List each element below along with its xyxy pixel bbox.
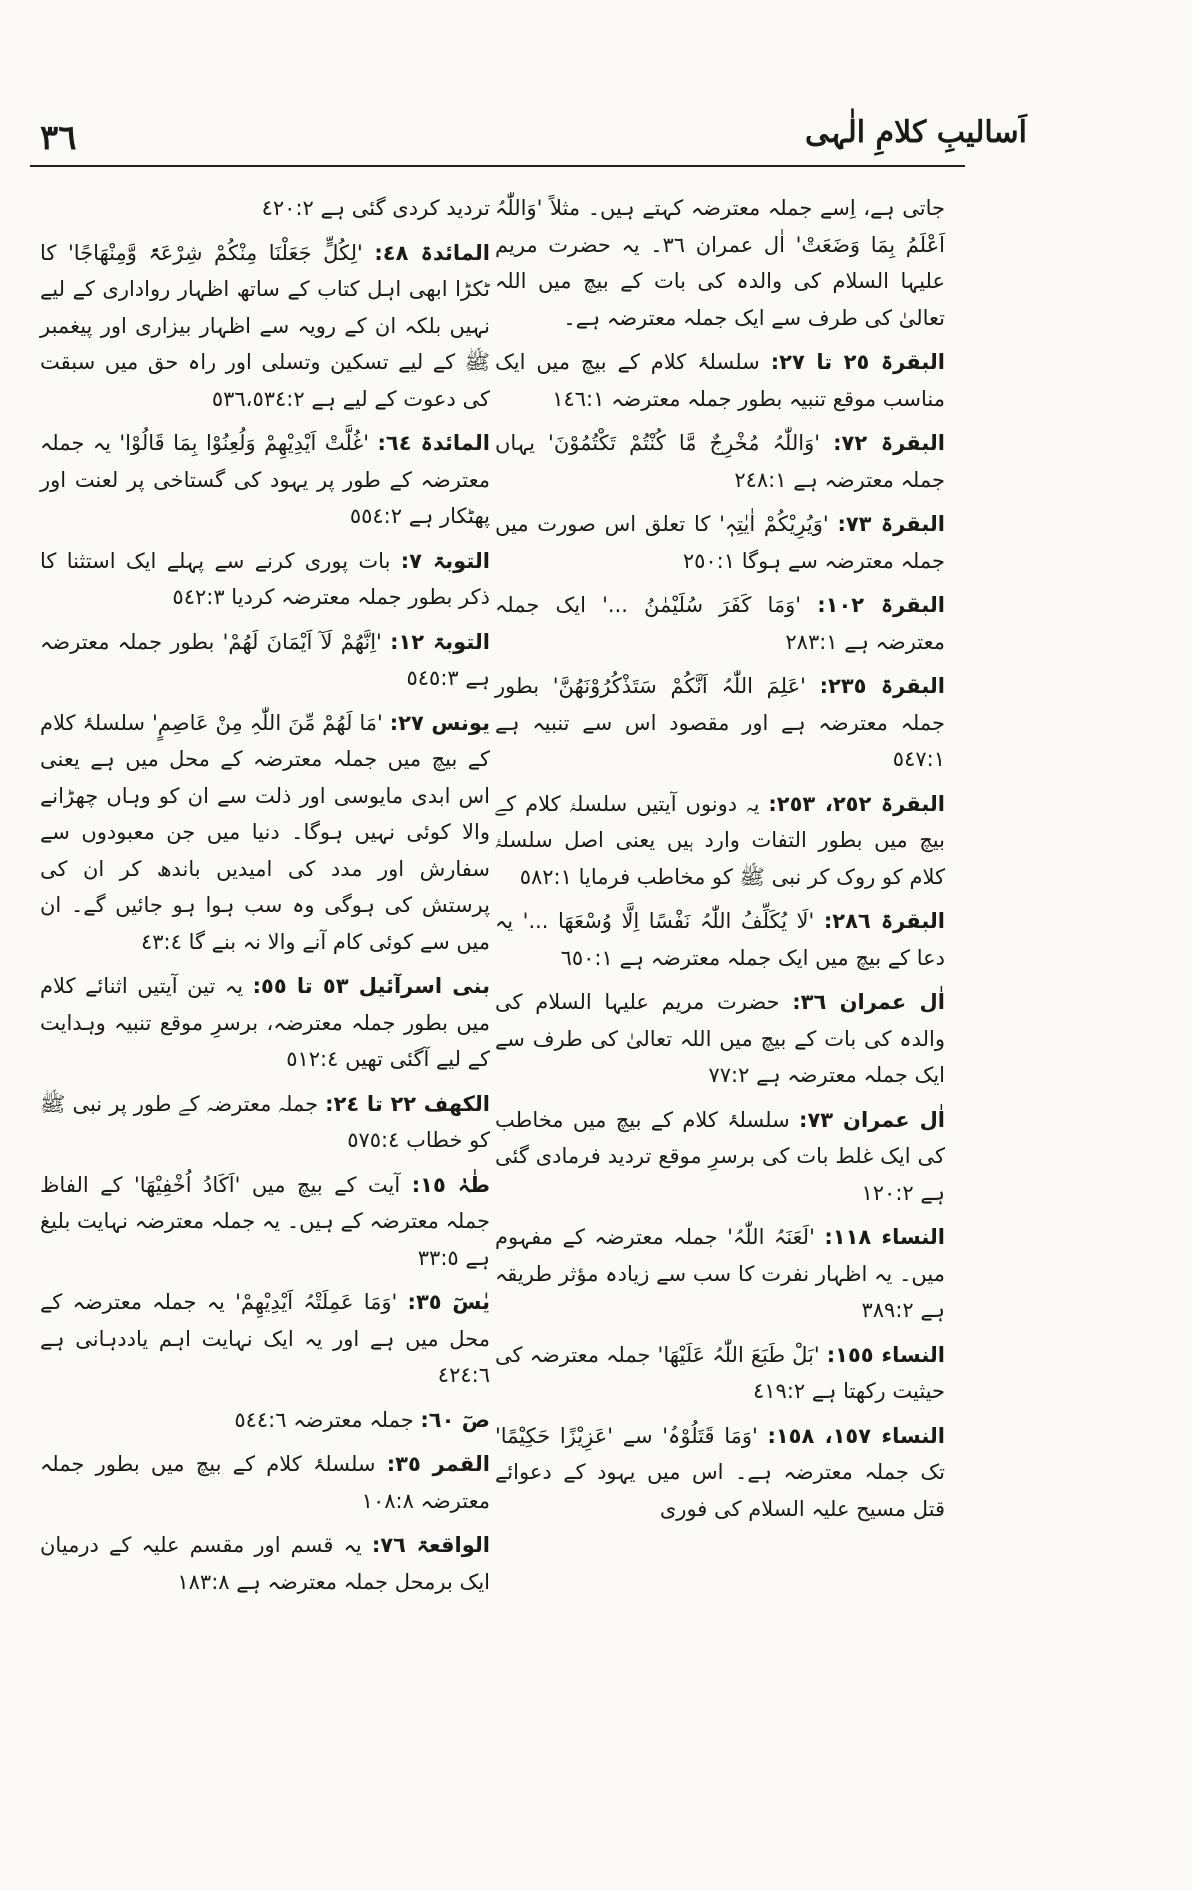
entry-text: آیت کے بیچ میں 'اَکَادُ اُخْفِیْھَا' کے الفاظ جملہ معترضہ کے ہیں۔ یہ جملہ معترضہ نہایت بلیغ ہے ٣٣:٥ (40, 1172, 490, 1270)
index-entry (495, 587, 945, 660)
index-entry (495, 1418, 945, 1528)
entry-text: 'وَمَا قَتَلُوْہُ' سے 'عَزِیْزًا حَکِیْمًا' تک جملہ معترضہ ہے۔ اس میں یہود کے دعوائے قتل مسیح علیہ السلام کی فوری (495, 1423, 945, 1521)
index-entry (495, 344, 945, 417)
index-entry (40, 1446, 490, 1519)
entry-reference: المائدۃ ٤٨: (374, 240, 490, 265)
entry-reference: اٰل عمران ٣٦: (792, 990, 945, 1014)
page-number: ٣٦ (40, 118, 77, 158)
index-entry (495, 903, 945, 976)
entry-text: سلسلۂ کلام کے بیچ میں مخاطب کی ایک غلط بات کی برسرِ موقع تردید فرمادی گئی ہے ١٢٠:٢ (495, 1107, 945, 1205)
entry-reference: بنی اسرآئیل ٥٣ تا ٥٥: (252, 974, 490, 998)
entry-reference: البقرۃ ١٠٢: (817, 593, 945, 617)
entry-reference: اٰل عمران ٧٣: (799, 1107, 945, 1132)
entry-reference: طٰہٰ ١٥: (411, 1172, 490, 1197)
index-entry (40, 705, 490, 961)
entry-text: یہ تین آیتیں اثنائے کلام میں بطور جملہ معترضہ، برسرِ موقع تنبیہ وہدایت کے لیے آگئی تھیں ٥١٢:٤ (40, 974, 490, 1071)
entry-reference: التوبۃ ٧: (400, 548, 490, 573)
entry-text: تردید کردی گئی ہے ٤٢٠:٢ (261, 196, 490, 220)
entry-reference: البقرۃ ٢٨٦: (823, 909, 945, 933)
entry-text: 'غُلَّتْ اَیْدِیْھِمْ وَلُعِنُوْا بِمَا قَالُوْا' یہ جملہ معترضہ کے طور پر یہود کی گستاخی پر لعنت اور پھٹکار ہے ٥٥٤:٢ (40, 431, 490, 528)
entry-text: جملہ معترضہ ٥٤٤:٦ (234, 1407, 414, 1432)
entry-text: یہ قسم اور مقسم علیہ کے درمیان ایک برمحل جملہ معترضہ ہے ١٨٣:٨ (40, 1533, 490, 1594)
index-entry (495, 984, 945, 1094)
index-entry (40, 1527, 490, 1600)
right-text-column (495, 190, 945, 1535)
entry-reference: المائدۃ ٦٤: (377, 431, 490, 455)
entry-text: جملہ معترضہ کے طور پر نبی ﷺ کو خطاب ٥٧٥:٤ (40, 1091, 490, 1152)
entry-text: 'لَا یُکَلِّفُ اللّٰہُ نَفْسًا اِلَّا وُسْعَھَا ...' یہ دعا کے بیچ میں ایک جملہ معترضہ ہے ٦٥٠:١ (495, 909, 945, 970)
entry-text: بات پوری کرنے سے پہلے ایک استثنا کا ذکر بطور جملہ معترضہ کردیا ٥٤٢:٣ (40, 548, 490, 609)
entry-reference: البقرۃ ٧٣: (837, 512, 945, 536)
entry-reference: الکھف ٢٢ تا ٢٤: (325, 1091, 490, 1116)
entry-reference: یونس ٢٧: (389, 710, 490, 735)
index-entry (40, 1402, 490, 1439)
entry-text: 'لَعَنَہُ اللّٰہُ' جملہ معترضہ کے مفہوم میں۔ یہ اظہار نفرت کا سب سے زیادہ مؤثر طریقہ ہے ٣٨٩:٢ (495, 1225, 945, 1322)
entry-text: سلسلۂ کلام کے بیچ میں بطور جملہ معترضہ ١٠٨:٨ (40, 1452, 490, 1513)
index-entry (40, 1167, 490, 1277)
index-entry (40, 1086, 490, 1159)
entry-reference: التوبۃ ١٢: (390, 629, 490, 654)
entry-text: 'وَیُرِیْکُمْ اٰیٰتِہٖ' کا تعلق اس صورت میں جملہ معترضہ سے ہوگا ٢٥٠:١ (495, 512, 945, 573)
entry-text: جاتی ہے، اِسے جملہ معترضہ کہتے ہیں۔ مثلاً 'وَاللّٰہُ اَعْلَمُ بِمَا وَضَعَتْ' اٰل عمران ٣٦۔ یہ حضرت مریم علیہا السلام کی والدہ کی بات کے بیچ میں اللہ تعالیٰ کی طرف سے ایک جملہ معترضہ ہے۔ (495, 196, 945, 330)
entry-text: 'عَلِمَ اللّٰہُ اَنَّکُمْ سَتَذْکُرُوْنَھُنَّ' بطور جملہ معترضہ ہے اور مقصود اس سے تنبیہ ہے ٥٤٧:١ (495, 674, 945, 771)
index-entry (495, 1102, 945, 1212)
entry-text: 'وَاللّٰہُ مُخْرِجٌ مَّا کُنْتُمْ تَکْتُمُوْنَ' یہاں جملہ معترضہ ہے ٢٤٨:١ (495, 431, 945, 492)
entry-text: 'وَمَا عَمِلَتْہُ اَیْدِیْھِمْ' یہ جملہ معترضہ کے محل میں ہے اور یہ ایک نہایت اہم یاددہانی ہے ٤٢٤:٦ (40, 1290, 490, 1387)
index-entry (495, 1219, 945, 1329)
index-entry (495, 668, 945, 778)
entry-reference: البقرۃ ٢٥٢، ٢٥٣: (768, 791, 946, 816)
index-entry (495, 506, 945, 579)
entry-reference: البقرۃ ٢٥ تا ٢٧: (770, 350, 945, 374)
index-entry (40, 235, 490, 418)
entry-text: 'مَا لَھُمْ مِّنَ اللّٰہِ مِنْ عَاصِمٍ' سلسلۂ کلام کے بیچ میں جملہ معترضہ کے محل میں ہے یعنی اس ابدی مایوسی اور ذلت سے ان کو وہاں چھڑانے والا کوئی نہیں ہوگا۔ دنیا میں جن معبودوں سے سفارش اور مدد کی امیدیں باندھ کر ان کی پرستش کی ہوگی وہ سب ہوا ہو جائیں گے۔ ان میں سے کوئی کام آنے والا نہ بنے گا ٤٣:٤ (40, 710, 490, 954)
entry-text: یہ دونوں آیتیں سلسلۂ کلام کے بیچ میں بطور التفات وارد ہیں یعنی اصل سلسلۂ کلام کو روک کر نبی ﷺ کو مخاطب فرمایا ٥٨٢:١ (495, 791, 945, 889)
index-entry (40, 1284, 490, 1394)
index-entry (495, 786, 945, 896)
index-entry (40, 425, 490, 535)
entry-reference: النساء ١٥٥: (826, 1342, 945, 1367)
entry-reference: القمر ٣٥: (386, 1452, 490, 1476)
index-entry (40, 968, 490, 1078)
index-entry (40, 624, 490, 697)
entry-text: 'بَلْ طَبَعَ اللّٰہُ عَلَیْھَا' جملہ معترضہ کی حیثیت رکھتا ہے ٤١٩:٢ (495, 1342, 945, 1403)
book-title: اَسالیبِ کلامِ الٰہی (805, 115, 1027, 150)
index-entry (495, 1337, 945, 1410)
entry-reference: الواقعۃ ٧٦: (371, 1533, 490, 1557)
entry-text: 'لِکُلٍّ جَعَلْنَا مِنْکُمْ شِرْعَۃً وَّمِنْھَاجًا' کا ٹکڑا ابھی اہل کتاب کے ساتھ اظہار رواداری کے لیے نہیں بلکہ ان کے رویہ سے اظہار بیزاری اور پیغمبر ﷺ کے لیے تسکین وتسلی اور راہ حق میں سبقت کی دعوت کے لیے ہے ٥٣٦،٥٣٤:٢ (40, 240, 490, 411)
entry-text: 'وَمَا کَفَرَ سُلَیْمٰنُ ...' ایک جملہ معترضہ ہے ٢٨٣:١ (495, 593, 945, 654)
entry-reference: یٰسٓ ٣٥: (407, 1290, 490, 1314)
entry-text: سلسلۂ کلام کے بیچ میں ایک مناسب موقع تنبیہ بطور جملہ معترضہ ١٤٦:١ (495, 350, 945, 411)
entry-reference: البقرۃ ٧٢: (833, 431, 945, 455)
entry-reference: النساء ١١٨: (824, 1225, 945, 1249)
index-entry (495, 190, 945, 336)
left-text-column (40, 190, 490, 1608)
index-entry (40, 190, 490, 227)
entry-reference: صٓ ٦٠: (420, 1407, 490, 1432)
index-entry (40, 543, 490, 616)
entry-reference: النساء ١٥٧، ١٥٨: (767, 1423, 945, 1448)
index-entry (495, 425, 945, 498)
entry-reference: البقرۃ ٢٣٥: (819, 674, 945, 698)
entry-text: حضرت مریم علیہا السلام کی والدہ کی بات کے بیچ میں اللہ تعالیٰ کی طرف سے ایک جملہ معترضہ ہے ٧٧:٢ (495, 990, 945, 1087)
entry-text: 'اِنَّھُمْ لَآ اَیْمَانَ لَھُمْ' بطور جملہ معترضہ ہے ٥٤٥:٣ (40, 629, 490, 690)
